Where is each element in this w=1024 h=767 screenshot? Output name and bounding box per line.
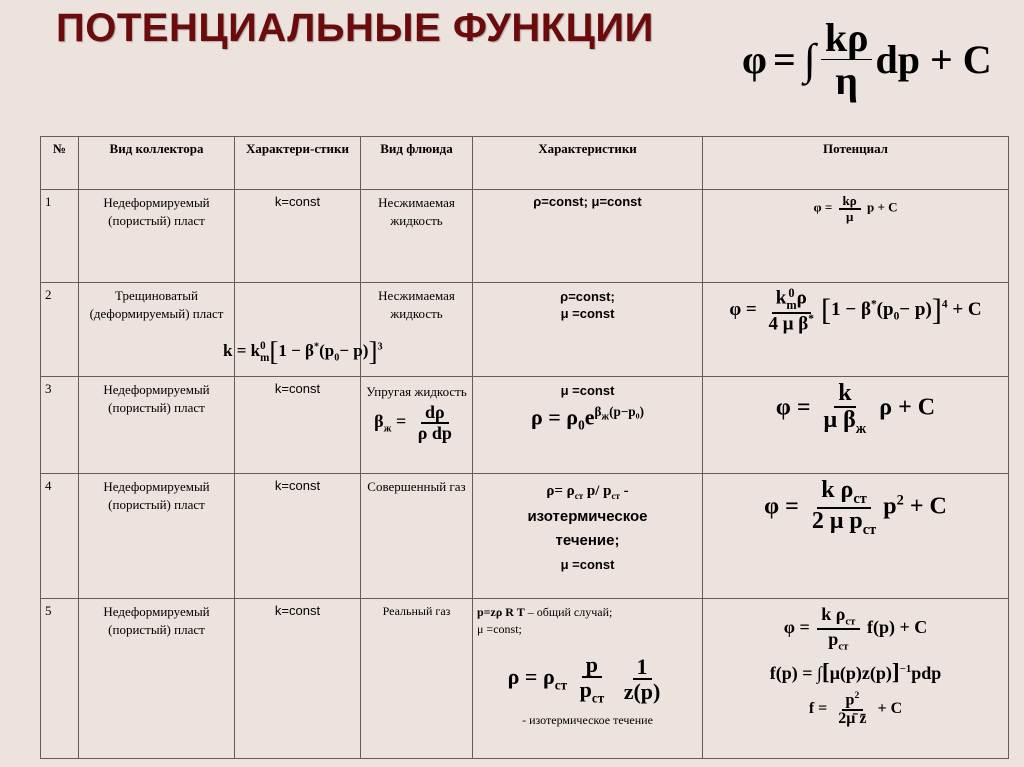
density-fraction-1 xyxy=(576,653,609,705)
formula-equals: = xyxy=(395,411,407,432)
formula-phi: φ xyxy=(742,36,767,82)
formula-equals: = xyxy=(772,36,796,82)
potential-tail: ρ + C xyxy=(879,394,936,421)
formula-bracket-open: [ xyxy=(269,337,279,367)
potential-eq3 xyxy=(707,691,1004,728)
formula-p: p xyxy=(324,341,335,361)
density-fraction-2 xyxy=(620,655,665,703)
properties-line: ρ=const; xyxy=(560,289,615,304)
prop-text: ρ= ρ xyxy=(546,483,575,499)
formula-den: μ β xyxy=(823,407,856,434)
collector-type: Трещиноватый (деформируемый) пласт xyxy=(79,283,235,377)
formula-sub: 0 xyxy=(578,417,585,433)
table-row xyxy=(41,377,1009,474)
fraction-numerator xyxy=(817,605,859,630)
formula-den: p xyxy=(579,677,592,703)
formula-sub: 0 xyxy=(334,352,340,364)
potential-eq1 xyxy=(707,605,1004,653)
integral-sign: ∫ xyxy=(803,34,816,84)
fraction-denominator xyxy=(576,678,609,705)
formula-exponent: 2 xyxy=(896,492,904,509)
row-number: 4 xyxy=(41,474,79,599)
header-characteristics: Характери-стики xyxy=(235,137,361,190)
formula-rho: ρ = ρ xyxy=(507,664,555,690)
potential-lhs: φ = xyxy=(775,394,811,421)
fraction-numerator: p xyxy=(582,653,602,678)
potential-formula xyxy=(703,377,1009,474)
formula-e: e xyxy=(584,404,595,430)
deformable-permeability-formula: k = k 0 m $[1 - \beta^*(p_0- p)]^3$ xyxy=(223,337,383,367)
formula-lhs: f = xyxy=(808,700,828,718)
potential-functions-table xyxy=(40,136,1009,759)
formula-exp-tail: (p−p₀) xyxy=(609,404,644,419)
potential-tail: f(p) + C xyxy=(867,617,928,638)
table-row xyxy=(41,283,1009,377)
fraction-denominator xyxy=(765,314,818,334)
formula-sub: ст xyxy=(554,677,568,693)
collector-type: Недеформируемый (пористый) пласт xyxy=(79,190,235,283)
formula-exponent: 4 xyxy=(941,298,948,311)
potential-lhs: φ = xyxy=(729,298,757,320)
fraction-denominator: 2μ̄ z̄ xyxy=(838,710,867,728)
formula-sup: 0 xyxy=(260,340,266,353)
potential-lhs: φ = xyxy=(813,199,833,215)
formula-bracket-content: 1 − β xyxy=(831,298,871,320)
collector-type: Недеформируемый (пористый) пласт xyxy=(79,599,235,759)
header-properties: Характеристики xyxy=(473,137,703,190)
potential-formula: φ = k 0 m ρ 4 μ β* $[1 - \beta^*(p_0- p)]^4 + C$ xyxy=(703,283,1009,377)
formula-k: k xyxy=(775,287,787,309)
collector-type: Недеформируемый (пористый) пласт xyxy=(79,377,235,474)
row-number: 5 xyxy=(41,599,79,759)
density-formula xyxy=(477,404,698,434)
formula-tail: + C xyxy=(877,700,903,718)
formula-exp-beta: β xyxy=(594,404,602,419)
table-header-row xyxy=(41,137,1009,190)
fluid-type: Реальный газ xyxy=(361,599,473,759)
formula-bracket-close: ] xyxy=(931,292,942,327)
fluid-properties xyxy=(473,283,703,377)
properties-line: μ =const xyxy=(560,306,615,321)
formula-sup: * xyxy=(314,341,320,353)
permeability-characteristic: k=const xyxy=(235,377,361,474)
formula-tail: dp + C xyxy=(875,36,992,82)
potential-eq2: $f(p) = \int[\mu(p)z(p)]^{-1}pdp$ xyxy=(769,658,942,685)
fraction-numerator: kρ xyxy=(821,17,873,60)
fluid-type: Совершенный газ xyxy=(361,474,473,599)
fraction-numerator xyxy=(772,287,811,314)
formula-tail: pdp xyxy=(911,662,942,683)
header-collector: Вид коллектора xyxy=(79,137,235,190)
fraction-numerator: 1 xyxy=(633,655,652,680)
header-potential: Потенциал xyxy=(703,137,1009,190)
potential-fraction xyxy=(817,605,859,653)
formula-sub: ст xyxy=(838,640,849,653)
fraction-denominator xyxy=(820,408,871,437)
formula-bracket-open: [ xyxy=(821,292,832,327)
potential-tail: p + C xyxy=(866,199,898,215)
formula-sup: 2 xyxy=(854,690,860,702)
formula-num: p xyxy=(845,691,855,709)
formula-sub: 0 xyxy=(893,310,900,323)
formula-body: μ(p)z(p) xyxy=(829,662,892,683)
properties-line: μ =const xyxy=(560,383,615,398)
fraction-numerator: dρ xyxy=(421,403,449,424)
formula-bracket-content: 1 − β xyxy=(278,341,315,361)
prop-text: - xyxy=(619,483,629,499)
row-number: 3 xyxy=(41,377,79,474)
permeability-characteristic xyxy=(223,283,383,377)
fraction-denominator: ρ dp xyxy=(417,423,452,444)
properties-line: μ =const; xyxy=(477,622,522,636)
potential-tail: + C xyxy=(952,298,982,320)
formula-sub: ж xyxy=(383,422,392,435)
formula-sub: m xyxy=(786,298,797,313)
formula-p: p xyxy=(883,298,894,320)
fluid-properties xyxy=(473,599,703,759)
row-number: 2 xyxy=(41,283,79,377)
fluid-cell xyxy=(361,377,473,474)
potential-formula xyxy=(703,474,1009,599)
formula-sub: ст xyxy=(591,690,605,706)
compressibility-fraction xyxy=(414,403,456,443)
properties-note: - изотермическое течение xyxy=(522,713,653,728)
fluid-properties xyxy=(473,474,703,599)
prop-text: – общий случай; xyxy=(524,605,613,619)
prop-bold: p=zρ R T xyxy=(477,605,525,619)
fraction-numerator xyxy=(817,478,871,509)
formula-sub: ст xyxy=(862,521,877,538)
potential-lhs: φ = xyxy=(783,617,810,638)
fraction-numerator: kρ xyxy=(839,194,861,210)
potential-formula xyxy=(703,190,1009,283)
formula-sub: ж xyxy=(601,411,610,423)
formula-minus-p: − p xyxy=(339,341,363,361)
fraction-denominator xyxy=(824,630,852,653)
formula-sub: m xyxy=(260,351,270,364)
properties-line xyxy=(477,605,698,620)
compressibility-formula xyxy=(374,402,459,444)
formula-rho: ρ = ρ xyxy=(531,404,579,430)
fraction-denominator: μ xyxy=(845,208,854,224)
fluid-properties: ρ=const; μ=const xyxy=(473,190,703,283)
collector-type: Недеформируемый (пористый) пласт xyxy=(79,474,235,599)
formula-den: 4 μ β xyxy=(768,313,809,335)
formula-sub: ст xyxy=(853,490,867,507)
fluid-type: Несжимаемая жидкость xyxy=(361,283,473,377)
formula-num: k ρ xyxy=(821,604,846,624)
formula-sup: * xyxy=(808,312,814,325)
formula-p: p xyxy=(883,493,897,520)
formula-den: 2 μ p xyxy=(811,507,863,534)
potential-fraction xyxy=(839,194,861,223)
formula-sup: * xyxy=(870,298,877,311)
formula-bracket-close: ] xyxy=(368,337,378,367)
main-potential-formula xyxy=(742,4,992,114)
formula-exponent xyxy=(594,404,644,423)
formula-num: k ρ xyxy=(821,477,854,503)
potential-fraction xyxy=(808,478,880,538)
formula-sub: ст xyxy=(611,491,620,501)
formula-den: p xyxy=(828,628,839,649)
permeability-characteristic: k=const xyxy=(235,190,361,283)
formula-lhs: f(p) = ∫ xyxy=(769,662,822,683)
properties-line: течение; xyxy=(555,532,620,549)
permeability-characteristic: k=const xyxy=(235,474,361,599)
properties-line xyxy=(477,480,698,504)
formula-sub: ст xyxy=(845,615,856,628)
formula-minus-p: − p xyxy=(899,298,926,320)
potential-formula xyxy=(703,599,1009,759)
table-row xyxy=(41,190,1009,283)
fluid-type: Несжимаемая жидкость xyxy=(361,190,473,283)
fraction-numerator: k xyxy=(834,381,855,408)
fraction-denominator xyxy=(808,509,880,538)
potential-tail: + C xyxy=(909,493,947,520)
formula-beta: β xyxy=(374,411,384,432)
real-gas-density-formula xyxy=(477,653,698,705)
potential-lhs: φ = xyxy=(764,493,799,520)
prop-text: p/ p xyxy=(583,483,612,499)
header-fluid: Вид флюида xyxy=(361,137,473,190)
row-number: 1 xyxy=(41,190,79,283)
formula-sub: ж xyxy=(855,420,867,437)
formula-fraction xyxy=(821,14,873,103)
fraction-numerator xyxy=(842,691,864,711)
formula-k: k = k xyxy=(223,341,261,361)
properties-line: μ =const xyxy=(560,556,615,572)
formula-rho: ρ xyxy=(796,287,807,309)
potential-fraction xyxy=(765,287,818,334)
fraction-denominator: η xyxy=(835,57,859,103)
formula-sup: 0 xyxy=(788,286,795,300)
potential-fraction xyxy=(820,381,871,437)
permeability-characteristic: k=const xyxy=(235,599,361,759)
fluid-properties xyxy=(473,377,703,474)
fraction-denominator: z(p) xyxy=(623,679,661,705)
page-title: ПОТЕНЦИАЛЬНЫЕ ФУНКЦИИ xyxy=(56,6,654,50)
properties-line: изотермическое xyxy=(527,507,648,525)
header-num: № xyxy=(41,137,79,190)
table-row xyxy=(41,599,1009,759)
formula-exponent: −1 xyxy=(899,662,912,675)
table-row xyxy=(41,474,1009,599)
formula-exponent: 3 xyxy=(377,341,383,353)
fluid-type: Упругая жидкость xyxy=(366,384,467,399)
formula-sub: ст xyxy=(574,491,584,501)
potential-fraction xyxy=(834,691,870,728)
